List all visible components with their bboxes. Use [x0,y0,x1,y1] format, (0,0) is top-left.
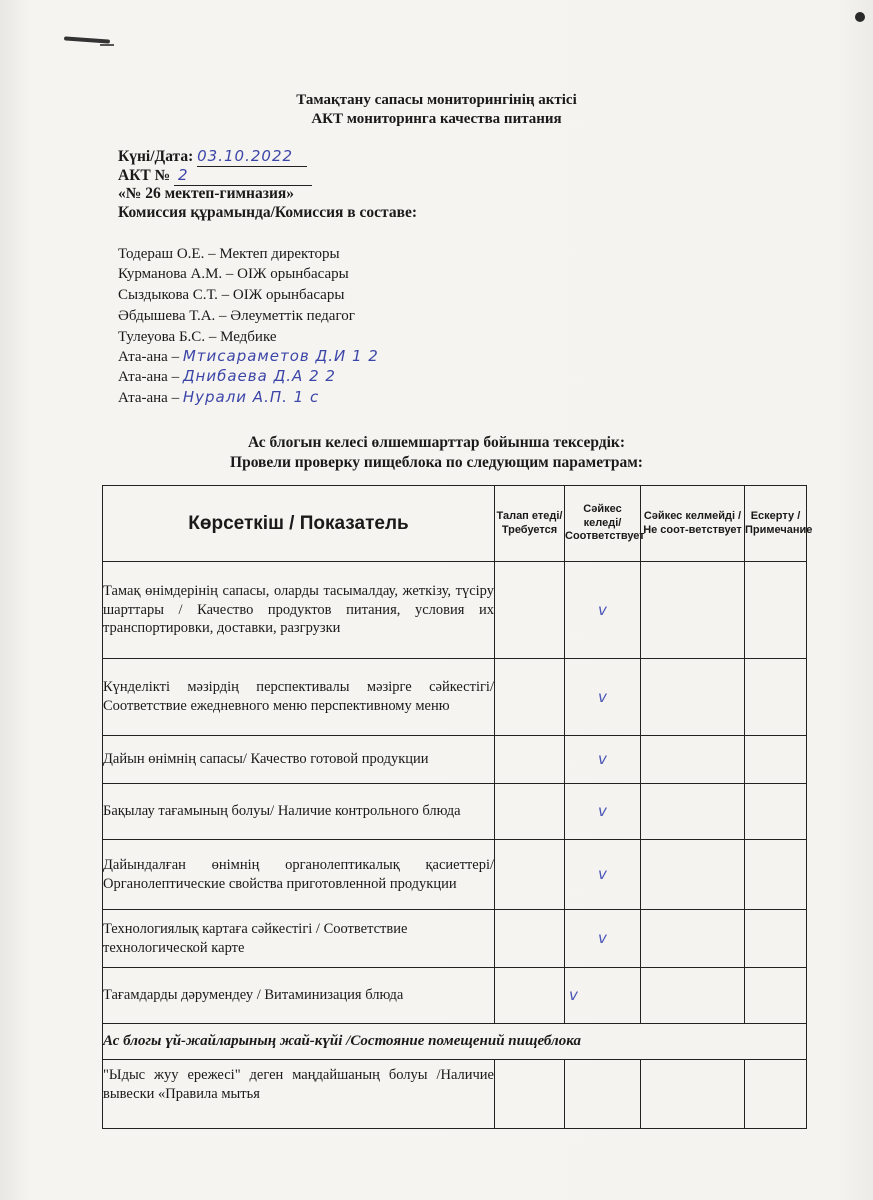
check-mark: v [598,865,607,883]
member-3: Сыздыкова С.Т. – ОІЖ орынбасары [118,287,345,303]
act-line [118,166,312,186]
table-header-row [103,486,807,562]
table-row [103,784,807,840]
date-label: Күні/Дата: [118,148,194,165]
row-4-text: Бақылау тағамының болуы/ Наличие контрольного блюда [103,784,495,840]
parent-2-signature: Днибаева Д.А 2 2 [182,367,336,385]
check-mark: v [598,929,607,947]
member-2: Курманова А.М. – ОІЖ орынбасары [118,266,349,282]
parent-2: Ата-ана – Днибаева Д.А 2 2 [118,367,336,385]
row-2-text: Күнделікті мәзірдің перспективалы мәзірге сәйкестігі/ Соответствие ежедневного меню перспективному меню [103,659,495,736]
header-indicator: Көрсеткіш / Показатель [103,486,495,562]
row-3-text: Дайын өнімнің сапасы/ Качество готовой продукции [103,736,495,784]
inspection-table [102,485,813,1129]
header-note: Ескерту /Примечание [745,486,807,562]
hole-punch-mark [855,12,865,22]
act-label: АКТ № [118,167,171,184]
check-mark: v [598,687,607,706]
title-ru: АКТ мониторинга качества питания [311,111,562,127]
row-5-text: Дайындалған өнімнің органолептикалық қасиеттері/Органолептические свойства приготовленной продукции [103,840,495,910]
school-name: «№ 26 мектеп-гимназия» [118,185,295,202]
check-mark: v [569,986,578,1004]
header-required: Талап етеді/ Требуется [495,486,565,562]
table-row [103,968,807,1024]
row-7-text: Тағамдарды дәрумендеу / Витаминизация блюда [103,968,495,1024]
parent-3: Ата-ана – Нурали А.П. 1 с [118,388,320,406]
table-row [103,736,807,784]
parent-1-signature: Мтисараметов Д.И 1 2 [182,347,379,365]
row-8-text: "Ыдыс жуу ережесі" деген маңдайшаның болуы /Наличие вывески «Правила мытья [103,1060,495,1129]
parent-1: Ата-ана – Мтисараметов Д.И 1 2 [118,347,379,365]
commission-label: Комиссия құрамында/Комиссия в составе: [118,204,417,221]
check-heading-kz: Ас блогын келесі өлшемшарттар бойынша тексердік: [247,434,626,451]
table-row [103,659,807,736]
pen-scratch-mark-small [100,44,114,46]
row-6-text: Технологиялық картаға сәйкестігі / Соответствие технологической карте [103,910,495,968]
check-heading-ru: Провели проверку пищеблока по следующим параметрам: [230,454,643,471]
header-compliant: Сәйкес келеді/ Соответствует [565,486,641,562]
header-noncompliant: Сәйкес келмейді / Не соот-ветствует [641,486,745,562]
section-heading: Ас блогы үй-жайларының жай-күйі /Состояние помещений пищеблока [103,1024,807,1060]
check-mark: v [598,750,607,768]
date-value: 03.10.2022 [197,147,294,165]
member-1: Тодераш О.Е. – Мектеп директоры [118,246,340,262]
act-value: 2 [177,166,189,184]
row-1-text: Тамақ өнімдерінің сапасы, оларды тасымалдау, жеткізу, түсіру шарттары / Качество продуктов питания, условия их транспортировки, доставки, разгрузки [103,562,495,659]
table-row [103,840,807,910]
member-4: Әбдышева Т.А. – Әлеуметтік педагог [118,308,355,324]
check-mark: v [598,802,607,820]
member-5: Тулеуова Б.С. – Медбике [118,329,277,345]
table-section-row [103,1024,807,1060]
table-row [103,1060,807,1129]
table-row [103,562,807,659]
parent-3-signature: Нурали А.П. 1 с [182,388,320,406]
check-mark: v [598,600,607,619]
date-line [118,147,307,167]
title-kz: Тамақтану сапасы мониторингінің актісі [296,92,577,108]
table-row [103,910,807,968]
